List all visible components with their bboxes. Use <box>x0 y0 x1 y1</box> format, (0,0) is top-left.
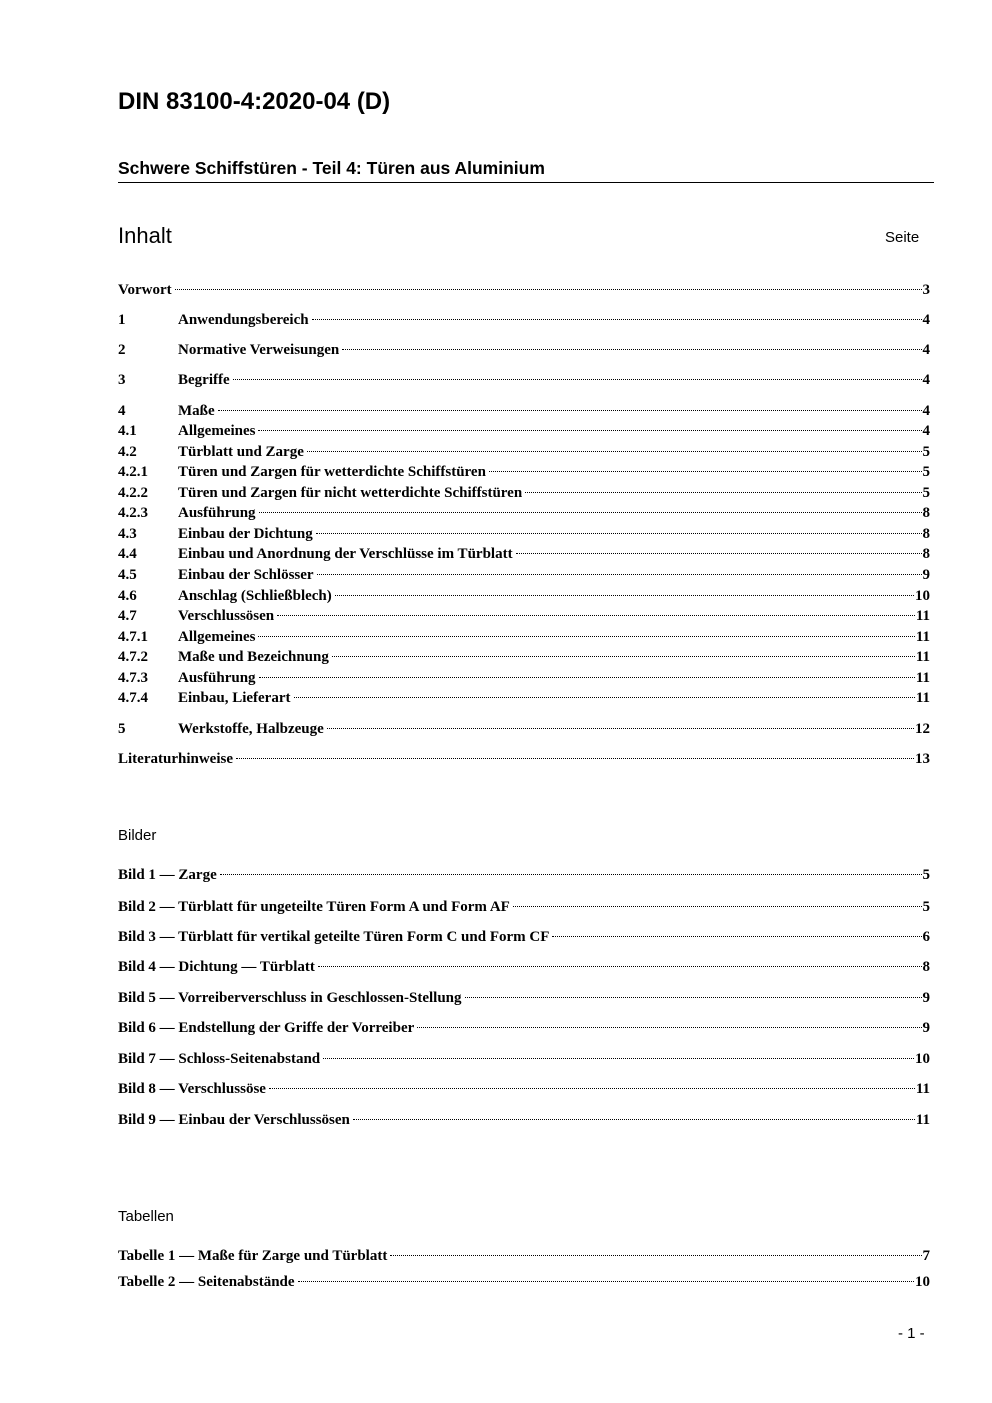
dot-leader <box>516 553 922 554</box>
document-subtitle: Schwere Schiffstüren - Teil 4: Türen aus Aluminium <box>118 158 545 178</box>
toc-entry-page: 3 <box>922 282 930 298</box>
subtitle-rule <box>118 182 934 183</box>
figure-entry-page: 10 <box>915 1051 930 1067</box>
toc-entry-number: 4 <box>118 403 126 419</box>
dot-leader <box>269 1088 915 1089</box>
toc-entry-text: Maße <box>178 403 215 419</box>
toc-entry-number: 4.3 <box>118 526 137 542</box>
figure-entry-page: 11 <box>915 1112 930 1128</box>
toc-entry-literaturhinweise[interactable] <box>118 749 930 769</box>
toc-entry-page: 10 <box>915 588 930 604</box>
toc-entry-text: Begriffe <box>178 372 230 388</box>
toc-entry-4-7-1[interactable] <box>118 627 930 647</box>
toc-entry-text: Einbau der Dichtung <box>178 526 313 542</box>
dot-leader <box>236 758 914 759</box>
dot-leader <box>417 1027 921 1028</box>
figure-entry-3[interactable] <box>118 927 930 947</box>
figure-entry-text: Bild 7 — Schloss-Seitenabstand <box>118 1051 321 1067</box>
toc-entry-text: Türen und Zargen für wetterdichte Schiffstüren <box>178 464 486 480</box>
toc-entry-text: Türen und Zargen für nicht wetterdichte Schiffstüren <box>178 485 523 501</box>
dot-leader <box>335 595 914 596</box>
toc-entry-2[interactable] <box>118 340 930 360</box>
toc-entry-4-3[interactable] <box>118 524 930 544</box>
toc-entry-page: 4 <box>922 312 930 328</box>
toc-entry-page: 4 <box>922 342 930 358</box>
dot-leader <box>258 636 914 637</box>
figure-entry-2[interactable] <box>118 897 930 917</box>
toc-entry-page: 4 <box>922 372 930 388</box>
toc-entry-page: 12 <box>915 721 930 737</box>
page-number: - 1 - <box>898 1325 925 1342</box>
toc-entry-5[interactable] <box>118 719 930 739</box>
toc-entry-text: Allgemeines <box>178 629 256 645</box>
dot-leader <box>294 697 915 698</box>
toc-entry-4-2[interactable] <box>118 442 930 462</box>
toc-entry-number: 4.7.2 <box>118 649 148 665</box>
dot-leader <box>233 379 922 380</box>
toc-entry-vorwort[interactable] <box>118 280 930 300</box>
dot-leader <box>342 349 921 350</box>
toc-entry-4-2-1[interactable] <box>118 462 930 482</box>
toc-entry-text: Literaturhinweise <box>118 751 233 767</box>
figure-entry-page: 8 <box>922 959 930 975</box>
toc-entry-number: 4.2.1 <box>118 464 148 480</box>
toc-entry-text: Anwendungsbereich <box>178 312 309 328</box>
table-entry-2[interactable] <box>118 1272 930 1292</box>
toc-entry-3[interactable] <box>118 370 930 390</box>
toc-entry-4-2-2[interactable] <box>118 483 930 503</box>
dot-leader <box>317 574 922 575</box>
figure-entry-6[interactable] <box>118 1018 930 1038</box>
toc-entry-text: Einbau der Schlösser <box>178 567 314 583</box>
toc-entry-4[interactable] <box>118 401 930 421</box>
toc-entry-text: Türblatt und Zarge <box>178 444 304 460</box>
toc-entry-number: 2 <box>118 342 126 358</box>
toc-entry-page: 11 <box>915 629 930 645</box>
toc-entry-text: Einbau und Anordnung der Verschlüsse im Türblatt <box>178 546 513 562</box>
toc-entry-4-7-3[interactable] <box>118 668 930 688</box>
toc-entry-4-4[interactable] <box>118 544 930 564</box>
dot-leader <box>465 997 922 998</box>
figure-entry-7[interactable] <box>118 1049 930 1069</box>
dot-leader <box>525 492 921 493</box>
figure-entry-page: 9 <box>922 990 930 1006</box>
toc-entry-4-1[interactable] <box>118 421 930 441</box>
toc-entry-page: 8 <box>922 505 930 521</box>
toc-entry-page: 11 <box>915 690 930 706</box>
toc-entry-number: 4.5 <box>118 567 137 583</box>
toc-entry-number: 3 <box>118 372 126 388</box>
toc-entry-4-7[interactable] <box>118 606 930 626</box>
table-entry-1[interactable] <box>118 1246 930 1266</box>
table-entry-page: 10 <box>915 1274 930 1290</box>
toc-entry-text: Verschlussösen <box>178 608 275 624</box>
toc-entry-text: Normative Verweisungen <box>178 342 340 358</box>
dot-leader <box>175 289 922 290</box>
toc-entry-number: 4.7.4 <box>118 690 148 706</box>
toc-entry-number: 1 <box>118 312 126 328</box>
toc-entry-number: 4.2.3 <box>118 505 148 521</box>
toc-entry-page: 11 <box>915 649 930 665</box>
toc-entry-number: 4.7.1 <box>118 629 148 645</box>
toc-entry-number: 4.2 <box>118 444 137 460</box>
tables-heading: Tabellen <box>118 1208 174 1225</box>
document-title: DIN 83100-4:2020-04 (D) <box>118 88 391 115</box>
toc-entry-4-2-3[interactable] <box>118 503 930 523</box>
toc-entry-page: 4 <box>922 423 930 439</box>
dot-leader <box>298 1281 914 1282</box>
figure-entry-1[interactable] <box>118 865 930 885</box>
dot-leader <box>332 656 915 657</box>
contents-heading: Inhalt <box>118 223 172 248</box>
toc-entry-4-7-2[interactable] <box>118 647 930 667</box>
toc-entry-page: 9 <box>922 567 930 583</box>
toc-entry-text: Vorwort <box>118 282 172 298</box>
toc-entry-page: 5 <box>922 464 930 480</box>
dot-leader <box>390 1255 921 1256</box>
toc-entry-page: 8 <box>922 526 930 542</box>
figure-entry-page: 6 <box>922 929 930 945</box>
figure-entry-8[interactable] <box>118 1079 930 1099</box>
toc-entry-text: Ausführung <box>178 670 256 686</box>
toc-entry-4-6[interactable] <box>118 586 930 606</box>
figure-entry-9[interactable] <box>118 1110 930 1130</box>
figure-entry-text: Bild 8 — Verschlussöse <box>118 1081 266 1097</box>
toc-entry-number: 4.2.2 <box>118 485 148 501</box>
toc-entry-page: 8 <box>922 546 930 562</box>
table-entry-text: Tabelle 1 — Maße für Zarge und Türblatt <box>118 1248 388 1264</box>
dot-leader <box>259 512 922 513</box>
toc-entry-1[interactable] <box>118 310 930 330</box>
figure-entry-4[interactable] <box>118 957 930 977</box>
figure-entry-page: 5 <box>922 899 930 915</box>
dot-leader <box>307 451 922 452</box>
figure-entry-text: Bild 9 — Einbau der Verschlussösen <box>118 1112 350 1128</box>
figure-entry-text: Bild 3 — Türblatt für vertikal geteilte Türen Form C und Form CF <box>118 929 550 945</box>
dot-leader <box>353 1119 915 1120</box>
figure-entry-page: 5 <box>922 867 930 883</box>
figure-entry-text: Bild 6 — Endstellung der Griffe der Vorreiber <box>118 1020 415 1036</box>
toc-entry-number: 4.6 <box>118 588 137 604</box>
toc-entry-text: Ausführung <box>178 505 256 521</box>
toc-entry-4-5[interactable] <box>118 565 930 585</box>
dot-leader <box>318 966 922 967</box>
dot-leader <box>513 906 922 907</box>
toc-entry-text: Allgemeines <box>178 423 256 439</box>
page-column-label: Seite <box>885 229 920 246</box>
toc-entry-text: Werkstoffe, Halbzeuge <box>178 721 324 737</box>
toc-entry-page: 5 <box>922 444 930 460</box>
figure-entry-text: Bild 2 — Türblatt für ungeteilte Türen Form A und Form AF <box>118 899 510 915</box>
toc-entry-page: 4 <box>922 403 930 419</box>
figure-entry-5[interactable] <box>118 988 930 1008</box>
table-entry-text: Tabelle 2 — Seitenabstände <box>118 1274 295 1290</box>
toc-entry-page: 5 <box>922 485 930 501</box>
figure-entry-text: Bild 4 — Dichtung — Türblatt <box>118 959 315 975</box>
dot-leader <box>259 677 915 678</box>
figure-entry-text: Bild 1 — Zarge <box>118 867 217 883</box>
dot-leader <box>552 936 921 937</box>
toc-entry-page: 11 <box>915 608 930 624</box>
toc-entry-4-7-4[interactable] <box>118 688 930 708</box>
toc-entry-text: Einbau, Lieferart <box>178 690 291 706</box>
dot-leader <box>277 615 915 616</box>
toc-entry-text: Anschlag (Schließblech) <box>178 588 332 604</box>
dot-leader <box>323 1058 914 1059</box>
figure-entry-page: 9 <box>922 1020 930 1036</box>
dot-leader <box>312 319 922 320</box>
dot-leader <box>218 410 922 411</box>
dot-leader <box>489 471 922 472</box>
figure-entry-page: 11 <box>915 1081 930 1097</box>
toc-entry-number: 5 <box>118 721 126 737</box>
dot-leader <box>220 874 922 875</box>
table-entry-page: 7 <box>922 1248 930 1264</box>
dot-leader <box>327 728 914 729</box>
toc-entry-number: 4.7 <box>118 608 137 624</box>
dot-leader <box>258 430 921 431</box>
toc-entry-number: 4.1 <box>118 423 137 439</box>
figure-entry-text: Bild 5 — Vorreiberverschluss in Geschlossen-Stellung <box>118 990 462 1006</box>
toc-entry-text: Maße und Bezeichnung <box>178 649 329 665</box>
toc-entry-number: 4.7.3 <box>118 670 148 686</box>
toc-entry-page: 11 <box>915 670 930 686</box>
toc-entry-page: 13 <box>915 751 930 767</box>
toc-entry-number: 4.4 <box>118 546 137 562</box>
dot-leader <box>316 533 922 534</box>
figures-heading: Bilder <box>118 827 157 844</box>
